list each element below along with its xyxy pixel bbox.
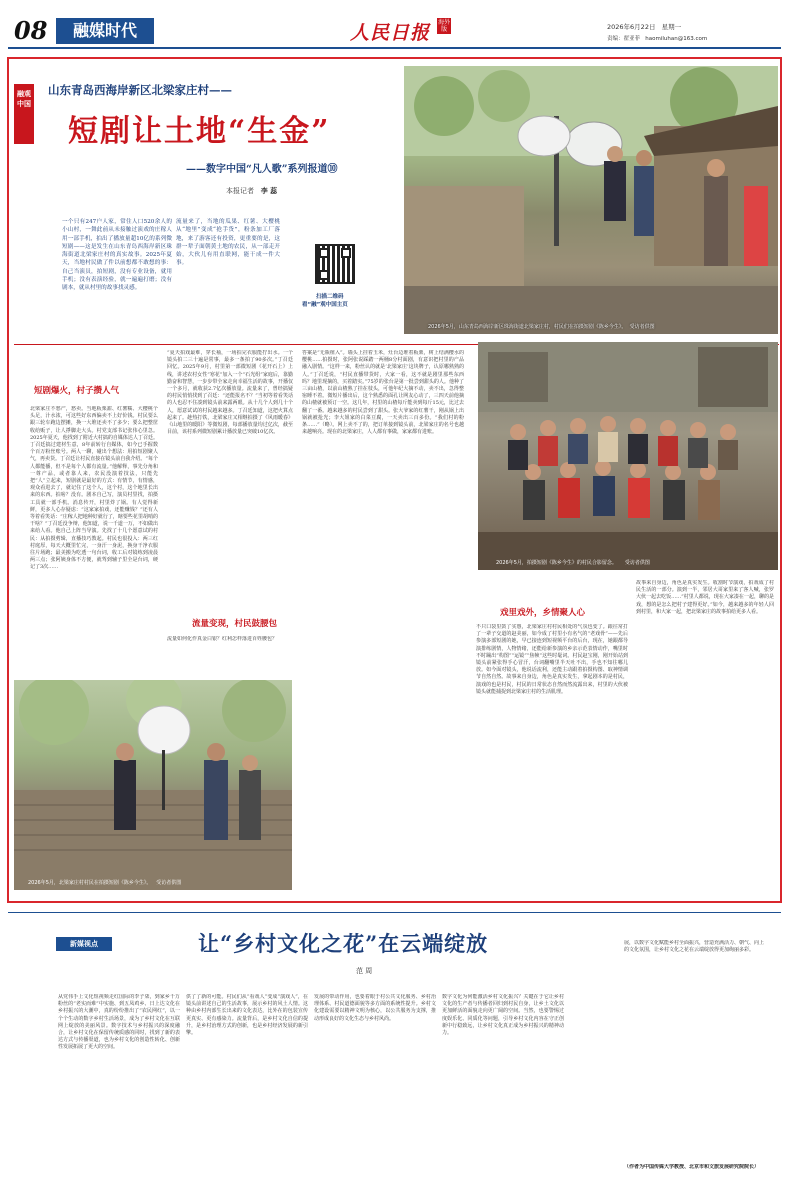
photo3-caption: 2026年5月，北梁家庄村村民在拍摄短剧《陈乡今生》。 受访者供图 bbox=[28, 880, 182, 886]
edition-badge: 海外版 bbox=[438, 19, 451, 33]
opinion-top-rule bbox=[8, 912, 781, 913]
email: haomiluhan@163.com bbox=[645, 36, 708, 42]
opinion-col3: 发展的带动作用，也要着眼于村公共文化服务、乡村治理体系、村民道德面貌等多方面的系统性提升。乡村文化建设需要以精神文明为核心，以公共服务为支撑，推动形成良好的文化生态与乡村风尚。 bbox=[314, 994, 436, 1022]
masthead-rule bbox=[8, 47, 781, 49]
heading-col2: 流量变现，村民鼓腰包 bbox=[192, 619, 278, 629]
date-line bbox=[607, 22, 681, 31]
byline-label: 本报记者 bbox=[226, 187, 254, 195]
body-col3: 答案是“无瓶植入”。墙头上挂着玉米，灶台边堆着板栗，树上结满樱水的樱桃……拍摄时，张阿张说踩踏一两桶8分村面剧，有意识把村里的产品融入剧情。“这样一来，粉丝认的就是‘北梁家庄’这块牌子，认原哪熟熟的人。”丁召廷说，“村民直播带货时，大家一看，这不就是剧里那些东西吗？地里现摘的，买着踏实。”75岁的张台是第一批尝到甜头的人。他种了三亩山楂，以前山楂熟了挂在枝头，可他年纪大摘不动，卖不出，急得整宿睡不着。微短片播出后，这个熟悉的面孔让网友心动了，三四天前他摘的山楂就被预订一空。这几年，村里的山楂每斤能卖到每斤15元，比过去翻了一番。越来越多的村民尝到了甜头。张大爷家的红薯干，刚从锅上出锅就被抢光；李大姐家的白菜豆腐，一天卖出三百多份。“我们村的粉条……”（略）。网上卖不了的，把订单接到镜头前，北梁家庄的名号也越来越响亮。现在的北梁家庄，人人都有事做，家家都有进账。 bbox=[302, 350, 464, 436]
section-label: 融媒时代 bbox=[56, 18, 154, 44]
masthead bbox=[0, 0, 789, 50]
paper-name: 人民日报 bbox=[350, 22, 431, 44]
paper-logo bbox=[350, 18, 451, 46]
photo1-credit: 受访者供图 bbox=[629, 324, 655, 330]
date: 2026年6月22日 bbox=[607, 23, 656, 31]
photo-rooftop-art bbox=[14, 680, 292, 890]
editor: 责编：翟亚菲 bbox=[607, 36, 641, 42]
weekday: 星期一 bbox=[661, 23, 682, 31]
photo-group bbox=[478, 342, 778, 570]
opinion-col2: 供了了新的可能。村民们从“看戏人”变成“演戏人”，在镜头前讲述自己的生活故事，展示乡村的风土人情。这种由乡村内部生长出来的文化表达，比外在的包装宣传更真实、更有感染力。流量背后，是乡村文化自信的提升，是乡村治理方式的创新，也是乡村经济发展的新引擎。 bbox=[186, 994, 308, 1037]
photo-filming-village-art bbox=[404, 66, 778, 334]
photo2-caption: 2026年5月，拍摄短剧《陈乡今生》的村民合影留念。 受访者供图 bbox=[496, 560, 650, 566]
intro-col-1: 一个只有247户人家，常住人口520余人的小山村，一舞此前从未接触过演戏的庄稼人用一部手机，拍出了播放量超10亿的系列微短剧——这是发生在山东青岛西海岸新区珠海街道北梁家庄村的真实故事。2025年夏天，当地村民做了件以前想都不敢想的事：自己当演员，拍短剧，没有专业设备，就用手机；没有表演经验，就一遍遍打磨；没有剧本，就从村里的故事找灵感。 bbox=[62, 219, 172, 292]
photo-rooftop-shoot bbox=[14, 680, 292, 890]
opinion-tag: 新媒视点 bbox=[56, 937, 112, 951]
editor-line bbox=[607, 34, 707, 42]
photo3-credit: 受访者供图 bbox=[156, 880, 182, 886]
opinion-col4: 数字文化为何能激活乡村文化振兴？关键在于它让乡村文化的生产者与传播者回归到村民自身，让乡土文化以更加鲜活的面貌走向更广阔的空间。当然，也要警惕过度娱乐化、同质化等问题，引导乡村文化内容在守正创新中行稳致远，让乡村文化真正成为乡村振兴的精神动力。 bbox=[442, 994, 564, 1037]
opinion-col5: 展，以数字文化赋能乡村全面振兴，营造充满活力、朝气、向上的文化氛围，让乡村文化之花在云端绽放得更加绚丽多彩。 bbox=[624, 940, 764, 954]
opinion-author: 范 周 bbox=[356, 967, 373, 975]
photo1-caption: 2026年5月，山东青岛西海岸新区珠海街道北梁家庄村，村民们在拍摄短剧《陈乡今生》。 受访者供图 bbox=[428, 324, 655, 330]
opinion-author-note: （作者为中国传媒大学教授、北京市和文旅发展研究院院长） bbox=[624, 1164, 760, 1170]
page-number: 08 bbox=[14, 16, 48, 45]
side-badge-label: 融观中国 bbox=[17, 90, 31, 108]
photo-group-art bbox=[478, 342, 778, 570]
feature-subheadline: ——数字中国“凡人歌”系列报道⑩ bbox=[186, 164, 338, 175]
body-col1: 北梁家庄不愁产，愁卖。当地板栗甜、红薯糯、大樱桃个头足，汁水浓，可这些好东西偏卖不上好价钱。村民要么跟三轮车跑边摆摊，换一大堆还卖不了多少；要么把整筐收给贩子，让人掙脚走大头。村党支部书记张伟心里急。2025年夏天，他找到了附近大村搞的自媒体达人丁召廷。丁召廷搞过建材生意，8年前转行自媒体，如今已手握数个百万粉丝账号。两人一聊，碰出个想法：用拍短剧聚人气，再卖货。丁召廷让村民直接在镜头前自我介绍。“每个人都能播，但不是每个人都有流量。”他解释，事先分角和一尊产品，或者靠人来，农民没演着技法，只能先把“人”立起来，短剧就是最好的方式：有情节，有情感，观众看进去了，就记住了这个人，这个村，这个地里长出来的东西。拍啥？没有。剧本自己写，演员村里找，拍摄工具就一部手机。消息传开，村里炸了锅。有人觉得新鲜，更多人心存疑虑：“这家家拍戏，还能赚钱？”还有人等着看笑话：“庄稼人把地种好就行了，瞎要些花里胡哨的干啥？”丁召廷没争辩，他知道，说一千道一万，不如做出来给人看。他自己上阵当导演。先找了十几个愿意试的村民：从拍摄剪辑，直播技巧教起。村民也很投入：两三红村庭厚，每天大概里忙完，一身汗一身泥，换身干净衣服往片场跑；最美搬为吃透一句台词，收工后对镜练到凌晨两三点；张阿姨身体不方便，就驾到辅子里全是台词，硬记了3次…… bbox=[30, 406, 158, 571]
byline bbox=[226, 186, 277, 196]
location-line: 山东青岛西海岸新区北梁家庄村—— bbox=[48, 83, 232, 97]
photo2-credit: 受访者供图 bbox=[624, 560, 650, 566]
photo-filming-village bbox=[404, 66, 778, 334]
qr-caption-1: 扫描二维码 bbox=[316, 294, 344, 300]
body-col2: “夏天拍戏最难，穿长袖，一场拍完衣服能拧出水。一个镜头拍二三十遍是常事，最多一条拍了90多次。”丁召廷回忆。2025年9月，村里第一部微短剧《花开石上》上线，讲述农村女性“寒花”加入一个“石光组”家庭后，靠勤勤奋和智慧，一步步带全家走向幸福生活的故事，开播仅一个多月，就收获2.7亿次播放量。流量来了，曾经搞疑的村民悄悄找到了召廷：“还能报名不？”当初等着看笑话的人也忍不住凑到镜头前来露两眼。从十几个人到几十个人，愿意试试的村民越来越多。丁召廷知道，这把火算点起来了。趁热打铁，北梁家庄又相继拍摄了《风雨暖春》《山地里的暖阳》等微短剧，每部播放量均过亿次，截至目前，该村系列微短剧累计播放量已突破10亿次。 bbox=[167, 350, 293, 436]
opinion-headline: 让“乡村文化之花”在云端绽放 bbox=[198, 931, 489, 956]
heading-col1: 短剧爆火，村子攒人气 bbox=[34, 386, 120, 396]
body-col5: 故事来自身边，角色是真实发生。收割时节演戏，拍戏成了村民生活的一部分。演到一半，邻居大哥家里来了客人喊，张罗大伙一起去吃饭……“村里人都说，现在大家凑在一起，聊的是戏，想的是怎么把村子建得更好。”如今，越来越多的年轻人回到村里，和大家一起，把北梁家庄的故事拍给更多人看。 bbox=[636, 580, 774, 615]
feature-headline: 短剧让土地“生金” bbox=[68, 114, 331, 149]
qr-caption-2: 看“融”观中国主页 bbox=[302, 302, 348, 308]
reporter: 李 蕊 bbox=[260, 187, 278, 195]
intro-col-2: 流量来了，当地的瓜果、红薯、大樱桃从“地里”变成“抢手货”，粉条加工厂落地，来了游客还有投资，更重要的是，这群一辈子面朝黄土地的农民，从一部走开始，大伙儿有用直联网，能干成一件大事。 bbox=[176, 219, 280, 267]
heading-col3b: 戏里戏外，乡情聚人心 bbox=[500, 608, 586, 618]
body-col2b: 流量如何化作真金白银？红利怎样落进百姓腰包？ bbox=[167, 636, 278, 642]
body-col4: 不只口袋里鼓了实惠，北梁家庄村村民相处的气氛也变了。跟往常打了一辈子交道的赵美丽，如今成了村里小有名气的“老戏骨”——先后参演多部短剧的她，早已接连到短视频平台的后台，现在，她跟都导演排练剧情，人物情绪，还能给新参演的乡亲示范表情动作，嘴里时不时蹦出“构图”“运镜”“焦帧”这些时髦词。村民赵宝刚，刚开始站到镜头前紧张得手心冒汗，台词翻嘴里半天吐不出，手也不知往哪儿放。如今面对镜头，他说话流利，还能主动跟着拍摄构图、取神情调节自然自然。故事来自身边，角色是真实发生，拿起剧本的是村民，演戏的也是村民，村民的日常状态自然而然流露出来，村里的大伙被镜头就能捕捉到北梁家庄村的生活肌理。 bbox=[476, 624, 628, 695]
opinion-col1: 从党伟手上文化短视频走红国际的李子柒，到家乡千万粉丝的“老实而难”中实施、到五凤鸡乡、日上达文化在乡村振兴的大潮中，真的纷纷推出了“农民网红”，以一个个生动的数字乡村生活场景，成为了乡村文化在互联网上绽放的美丽风景。数字技术与乡村振兴的深度融合，让乡村文化在保留传统质感的同时，找到了新的表达方式与传播渠道，也为乡村文化的创造性转化、创新性发展拓展了更大的空间。 bbox=[58, 994, 180, 1051]
